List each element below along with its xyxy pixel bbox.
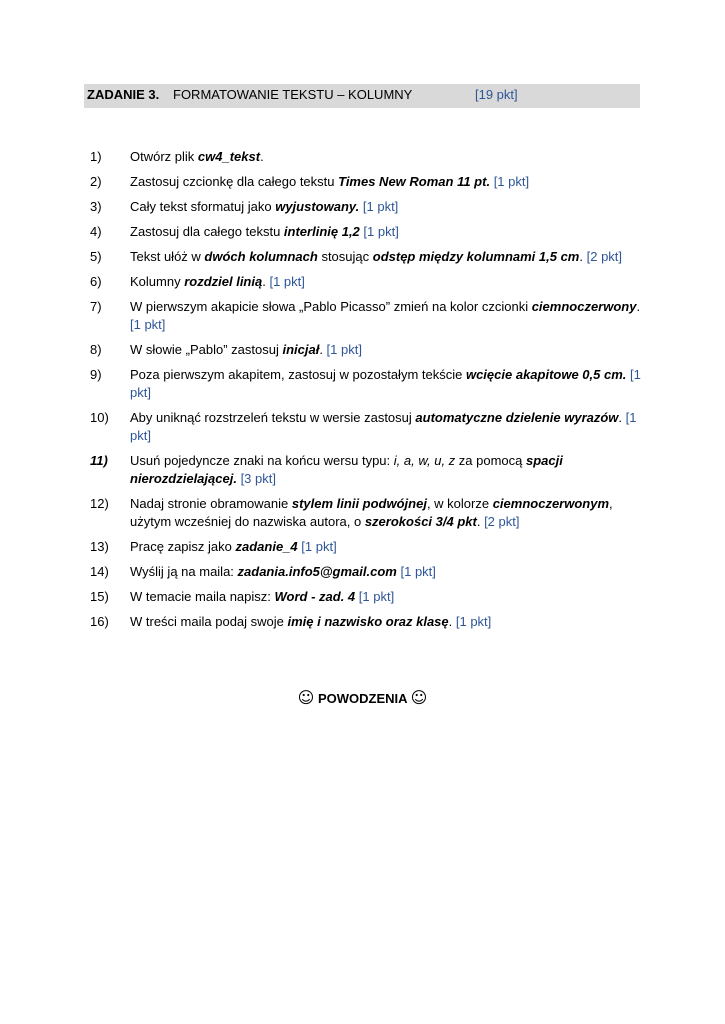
- emphasis-text: wcięcie akapitowe 0,5 cm.: [465, 367, 627, 382]
- list-item-text: [130, 274, 305, 289]
- list-item: [0, 538, 725, 556]
- list-item-text: [130, 149, 264, 164]
- emphasis-text: odstęp między kolumnami 1,5 cm: [372, 249, 580, 264]
- points-label: [1 pkt]: [269, 274, 305, 289]
- list-item-text: [130, 564, 436, 579]
- list-item: [0, 495, 725, 531]
- text-segment: .: [579, 249, 587, 264]
- list-item-number: 1): [90, 149, 102, 164]
- footer-message: [0, 688, 725, 707]
- list-item-text: [130, 367, 641, 400]
- list-item: [0, 173, 725, 191]
- text-segment: , w kolorze: [426, 496, 493, 511]
- list-item: [0, 341, 725, 359]
- points-label: [1 pkt]: [130, 410, 637, 443]
- text-segment: .: [636, 299, 641, 314]
- text-segment: W treści maila podaj swoje: [130, 614, 288, 629]
- emphasis-text: zadanie_4: [235, 539, 298, 554]
- emphasis-text: dwóch kolumnach: [204, 249, 318, 264]
- emphasis-text: inicjał: [282, 342, 320, 357]
- emphasis-text: rozdziel linią: [184, 274, 263, 289]
- list-item-number: 5): [90, 249, 102, 264]
- list-item-text: [130, 589, 394, 604]
- footer-text: POWODZENIA: [317, 691, 408, 706]
- list-item: [0, 613, 725, 631]
- points-label: [1 pkt]: [130, 317, 166, 332]
- list-item-number: 3): [90, 199, 102, 214]
- task-title: FORMATOWANIE TEKSTU – KOLUMNY: [173, 87, 413, 102]
- list-item-number: 10): [90, 410, 109, 425]
- list-item: [0, 452, 725, 488]
- text-segment: Poza pierwszym akapitem, zastosuj w pozostałym tekście: [130, 367, 466, 382]
- list-item: [0, 409, 725, 445]
- list-item-text: [130, 249, 622, 264]
- emphasis-text: szerokości 3/4 pkt: [364, 514, 477, 529]
- emphasis-text: cw4_tekst: [197, 149, 261, 164]
- emphasis-text: automatyczne dzielenie wyrazów: [415, 410, 619, 425]
- emphasis-text: zadania.info5@gmail.com: [237, 564, 397, 579]
- text-segment: Zastosuj dla całego tekstu: [130, 224, 284, 239]
- text-segment: Aby uniknąć rozstrzeleń tekstu w wersie zastosuj: [130, 410, 416, 425]
- text-segment: W temacie maila napisz:: [130, 589, 275, 604]
- list-item-text: [130, 453, 563, 486]
- list-item: [0, 273, 725, 291]
- list-item-number: 12): [90, 496, 109, 511]
- points-label: [1 pkt]: [326, 342, 362, 357]
- list-item-text: [130, 342, 362, 357]
- emphasis-text: Times New Roman 11 pt.: [338, 174, 491, 189]
- text-segment: W słowie „Pablo” zastosuj: [130, 342, 283, 357]
- points-label: [1 pkt]: [358, 589, 395, 604]
- text-segment: Kolumny: [130, 274, 185, 289]
- task-list: [0, 148, 725, 638]
- task-points: [19 pkt]: [475, 87, 518, 102]
- text-segment: Cały tekst sformatuj jako: [130, 199, 276, 214]
- text-segment: .: [476, 514, 485, 529]
- list-item: [0, 563, 725, 581]
- emphasis-text: interlinię 1,2: [283, 224, 360, 239]
- points-label: [1 pkt]: [363, 224, 399, 239]
- text-segment: .: [618, 410, 626, 425]
- text-segment: .: [260, 149, 264, 164]
- smiley-icon: ☺: [297, 688, 315, 707]
- text-segment: stosując: [317, 249, 373, 264]
- list-item: [0, 198, 725, 216]
- list-item: [0, 223, 725, 241]
- text-segment: .: [448, 614, 456, 629]
- list-item-text: [130, 224, 399, 239]
- emphasis-text: Word - zad. 4: [274, 589, 356, 604]
- list-item-text: [130, 614, 491, 629]
- text-segment: Wyślij ją na maila:: [130, 564, 238, 579]
- list-item-text: [130, 199, 398, 214]
- points-label: [2 pkt]: [484, 514, 520, 529]
- list-item-number: 4): [90, 224, 102, 239]
- list-item: [0, 588, 725, 606]
- text-segment: .: [319, 342, 327, 357]
- points-label: [1 pkt]: [400, 564, 436, 579]
- emphasis-text: ciemnoczerwony: [531, 299, 637, 314]
- points-label: [1 pkt]: [130, 367, 641, 400]
- list-item-text: [130, 299, 640, 332]
- text-segment: Nadaj stronie obramowanie: [130, 496, 292, 511]
- emphasis-text: stylem linii podwójnej: [291, 496, 427, 511]
- list-item-number: 14): [90, 564, 109, 579]
- list-item: [0, 298, 725, 334]
- text-segment: .: [262, 274, 270, 289]
- points-label: [2 pkt]: [586, 249, 623, 264]
- emphasis-text: wyjustowany.: [275, 199, 360, 214]
- emphasis-text: spacji nierozdzielającej.: [130, 453, 563, 486]
- list-item-number: 2): [90, 174, 102, 189]
- task-label: ZADANIE 3.: [87, 87, 160, 102]
- list-item-number: 13): [90, 539, 109, 554]
- list-item-text: [130, 410, 637, 443]
- text-segment: Otwórz plik: [130, 149, 198, 164]
- text-segment: za pomocą: [455, 453, 527, 468]
- list-item-number: 6): [90, 274, 102, 289]
- text-segment: , użytym wcześniej do nazwiska autora, o: [130, 496, 613, 529]
- list-item-number: 8): [90, 342, 102, 357]
- text-segment: Pracę zapisz jako: [130, 539, 236, 554]
- emphasis-text: ciemnoczerwonym: [492, 496, 610, 511]
- text-segment: i, a, w, u, z: [393, 453, 456, 468]
- list-item-number: 15): [90, 589, 109, 604]
- points-label: [1 pkt]: [301, 539, 337, 554]
- points-label: [3 pkt]: [240, 471, 276, 486]
- list-item: [0, 248, 725, 266]
- smiley-icon: ☺: [410, 688, 428, 707]
- list-item-number: 11): [90, 453, 108, 468]
- points-label: [1 pkt]: [362, 199, 399, 214]
- list-item-text: [130, 539, 337, 554]
- points-label: [1 pkt]: [455, 614, 492, 629]
- task-header: [84, 84, 640, 108]
- emphasis-text: imię i nazwisko oraz klasę: [287, 614, 449, 629]
- text-segment: Usuń pojedyncze znaki na końcu wersu typu:: [130, 453, 394, 468]
- list-item-number: 7): [90, 299, 102, 314]
- list-item-number: 16): [90, 614, 109, 629]
- list-item: [0, 366, 725, 402]
- text-segment: Zastosuj czcionkę dla całego tekstu: [130, 174, 339, 189]
- list-item-number: 9): [90, 367, 102, 382]
- list-item: [0, 148, 725, 166]
- text-segment: Tekst ułóż w: [130, 249, 205, 264]
- text-segment: W pierwszym akapicie słowa „Pablo Picasso” zmień na kolor czcionki: [130, 299, 532, 314]
- points-label: [1 pkt]: [493, 174, 530, 189]
- list-item-text: [130, 496, 613, 529]
- list-item-text: [130, 174, 529, 189]
